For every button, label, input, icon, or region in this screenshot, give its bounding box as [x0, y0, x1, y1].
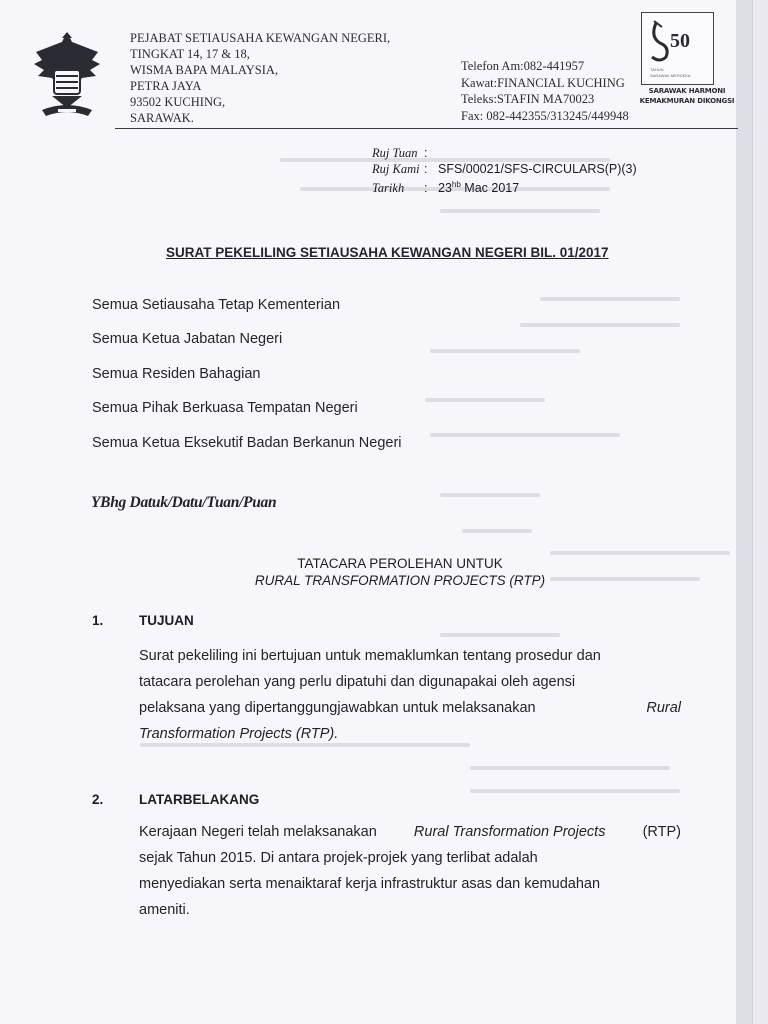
- show-through-text: [462, 529, 532, 533]
- reference-row-our-ref: [372, 161, 637, 177]
- subject-heading: [140, 555, 660, 589]
- section-paragraph: [139, 643, 681, 747]
- reference-value: SFS/00021/SFS-CIRCULARS(P)(3): [438, 162, 637, 176]
- reference-colon: :: [424, 146, 428, 160]
- agency-address: [130, 30, 390, 126]
- anniversary-caption: SARAWAK MERDEKA: [650, 73, 691, 78]
- contact-line: Fax: 082-442355/313245/449948: [461, 108, 629, 123]
- anniversary-caption: TAHUN: [650, 67, 664, 72]
- recipient-item: Semua Pihak Berkuasa Tempatan Negeri: [92, 400, 358, 417]
- section-paragraph: [139, 819, 681, 923]
- recipient-item: Semua Residen Bahagian: [92, 365, 261, 382]
- show-through-text: [430, 433, 620, 437]
- paragraph-text: (RTP): [642, 824, 681, 840]
- reference-date: [438, 177, 519, 196]
- recipient-item: Semua Setiausaha Tetap Kementerian: [92, 297, 341, 313]
- show-through-text: [440, 209, 600, 213]
- show-through-text: [440, 493, 540, 497]
- reference-row-your-ref: [372, 145, 637, 161]
- section-heading: LATARBELAKANG: [139, 792, 260, 807]
- show-through-text: [440, 633, 560, 637]
- contact-details: [461, 58, 629, 124]
- recipient-item: Semua Ketua Jabatan Negeri: [92, 331, 283, 348]
- paragraph-text: Kerajaan Negeri telah melaksanakan: [139, 824, 377, 840]
- show-through-text: [470, 766, 670, 770]
- subject-line: TATACARA PEROLEHAN UNTUK: [297, 556, 503, 571]
- salutation: YBhg Datuk/Datu/Tuan/Puan: [91, 494, 277, 511]
- slogan-line: SARAWAK HARMONI: [648, 87, 726, 95]
- sarawak-50-years-logo-icon: [641, 12, 714, 85]
- sarawak-coat-of-arms-icon: [28, 30, 106, 118]
- anniversary-number: 50: [670, 30, 690, 52]
- show-through-text: [520, 323, 680, 327]
- paragraph-text: Surat pekeliling ini bertujuan untuk memaklumkan tentang prosedur dan: [139, 648, 601, 664]
- show-through-text: [425, 398, 545, 402]
- agency-address-line: PETRA JAYA: [130, 79, 202, 93]
- agency-address-line: PEJABAT SETIAUSAHA KEWANGAN NEGERI,: [130, 31, 391, 45]
- paragraph-line: [139, 897, 681, 923]
- reference-block: [372, 145, 637, 196]
- show-through-text: [540, 297, 680, 301]
- paragraph-text-italic: Rural Transformation Projects: [413, 824, 606, 840]
- paragraph-line: [139, 871, 681, 897]
- agency-address-line: TINGKAT 14, 17 & 18,: [130, 47, 250, 61]
- letterhead-divider: [115, 128, 738, 129]
- show-through-text: [470, 789, 680, 793]
- paragraph-line: [139, 721, 681, 747]
- agency-address-line: SARAWAK.: [130, 111, 194, 125]
- reference-label: Ruj Tuan: [372, 146, 418, 160]
- paragraph-text: sejak Tahun 2015. Di antara projek-projek yang terlibat adalah: [139, 850, 538, 866]
- paragraph-text-italic: Transformation Projects (RTP).: [139, 726, 339, 742]
- reference-colon: :: [424, 162, 428, 176]
- paragraph-line: [139, 669, 681, 695]
- date-suffix: hb: [451, 180, 461, 189]
- slogan-line: KEMAKMURAN DIKONGSI: [639, 97, 735, 105]
- reference-label: Tarikh: [372, 181, 405, 196]
- subject-line-italic: RURAL TRANSFORMATION PROJECTS (RTP): [254, 573, 546, 588]
- anniversary-mark: [646, 17, 710, 65]
- circular-title: SURAT PEKELILING SETIAUSAHA KEWANGAN NEGERI BIL. 01/2017: [166, 245, 609, 260]
- contact-line: Telefon Am:082-441957: [461, 59, 585, 73]
- section-heading: TUJUAN: [139, 613, 194, 628]
- paragraph-text-italic: Rural: [646, 700, 681, 716]
- reference-colon: :: [424, 181, 428, 196]
- recipient-list: [92, 297, 402, 469]
- agency-address-line: WISMA BAPA MALAYSIA,: [130, 63, 279, 77]
- show-through-text: [430, 349, 580, 353]
- date-month-year: Mac 2017: [460, 181, 520, 196]
- paragraph-line: [139, 845, 681, 871]
- paragraph-text: pelaksana yang dipertanggungjawabkan untuk melaksanakan: [139, 700, 536, 716]
- section-number: 1.: [92, 613, 104, 628]
- date-day: 23: [438, 181, 452, 196]
- agency-address-line: 93502 KUCHING,: [130, 95, 226, 109]
- slogan: [638, 86, 736, 106]
- reference-label: Ruj Kami: [372, 162, 420, 176]
- paragraph-text: menyediakan serta menaiktaraf kerja infrastruktur asas dan kemudahan: [139, 876, 601, 892]
- section-number: 2.: [92, 792, 104, 807]
- paragraph-line: [139, 819, 681, 845]
- paragraph-text: tatacara perolehan yang perlu dipatuhi dan digunapakai oleh agensi: [139, 674, 576, 690]
- recipient-item: Semua Ketua Eksekutif Badan Berkanun Negeri: [92, 434, 402, 451]
- paragraph-line: [139, 695, 681, 721]
- contact-line: Teleks:STAFIN MA70023: [461, 92, 595, 106]
- contact-line: Kawat:FINANCIAL KUCHING: [461, 75, 625, 90]
- paragraph-text: ameniti.: [139, 902, 190, 918]
- page-edge-shadow: [736, 0, 752, 1024]
- paragraph-line: [139, 643, 681, 669]
- reference-row-date: [372, 177, 637, 196]
